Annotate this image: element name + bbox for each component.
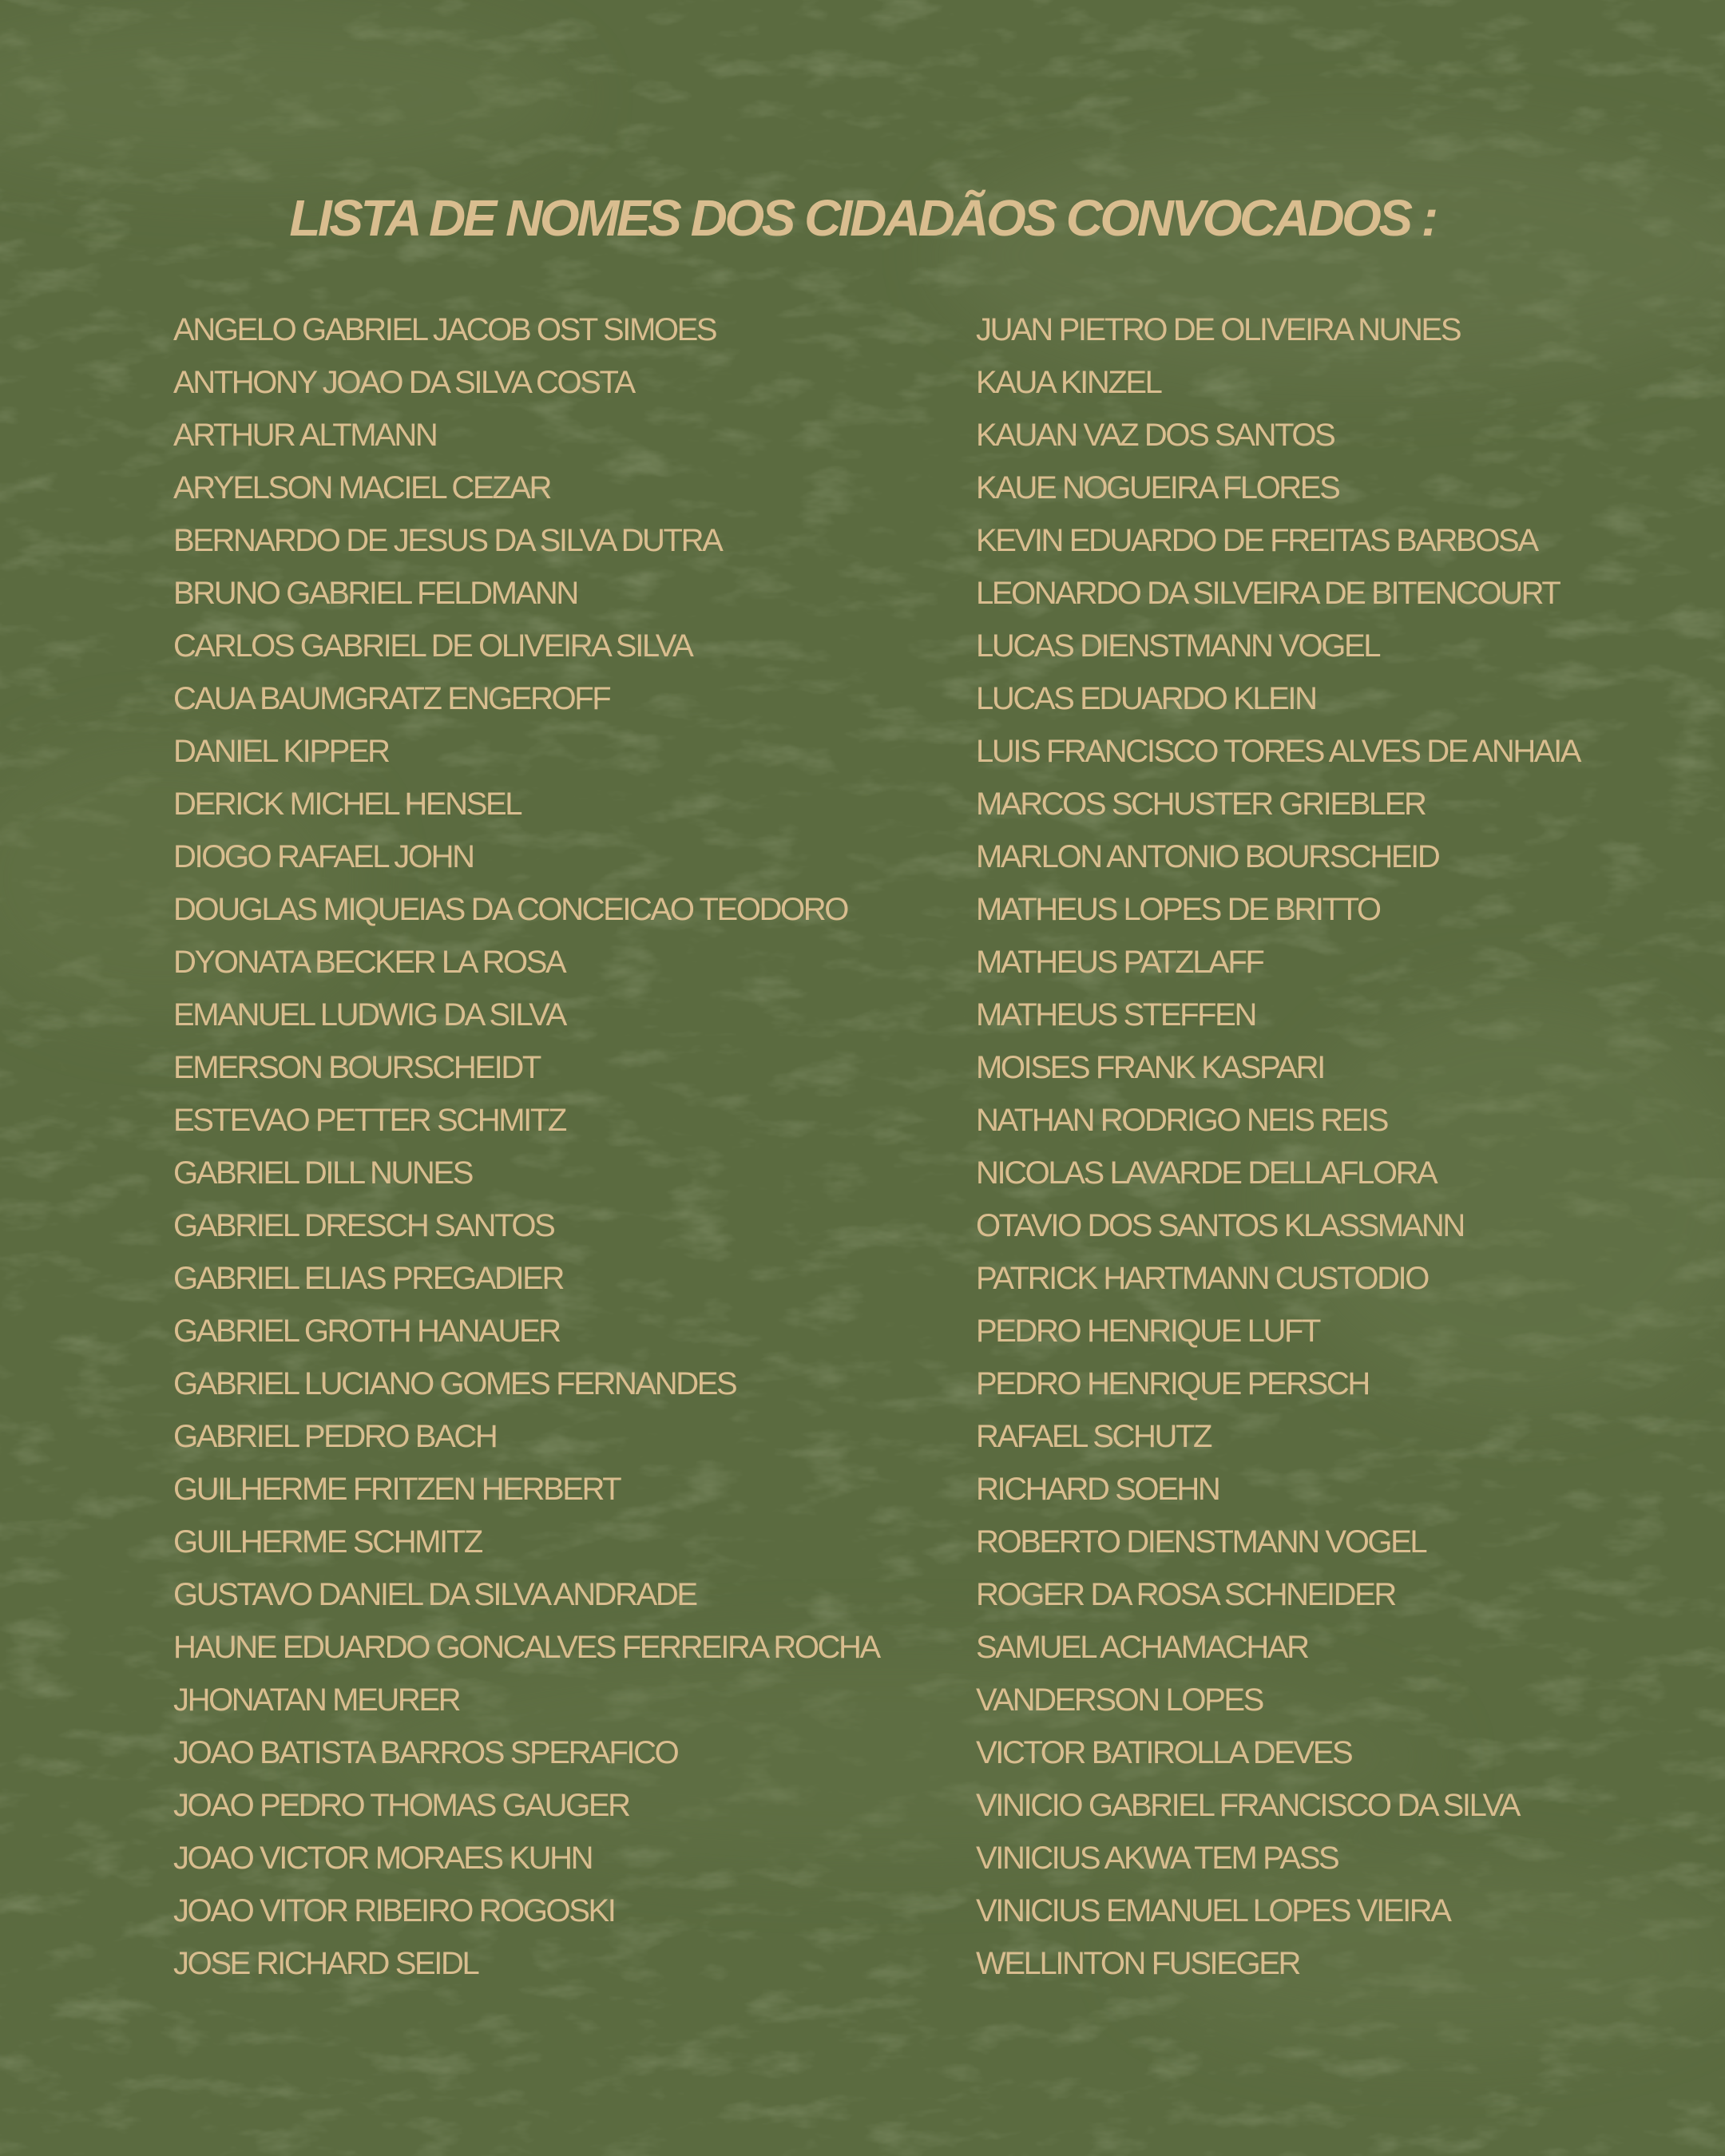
name-list-item: KAUAN VAZ DOS SANTOS [976,418,1334,453]
name-list-item: GUILHERME SCHMITZ [173,1524,482,1560]
name-list-item: VINICIUS EMANUEL LOPES VIEIRA [976,1893,1450,1928]
name-list-item: CARLOS GABRIEL DE OLIVEIRA SILVA [173,628,692,664]
name-list-item: BERNARDO DE JESUS DA SILVA DUTRA [173,523,722,558]
name-list-item: OTAVIO DOS SANTOS KLASSMANN [976,1208,1464,1243]
name-list-item: ANTHONY JOAO DA SILVA COSTA [173,365,634,400]
names-list-right [976,303,1695,1990]
name-list-item: CAUA BAUMGRATZ ENGEROFF [173,681,610,716]
name-list-item: LUIS FRANCISCO TORES ALVES DE ANHAIA [976,734,1580,769]
name-list-item: DYONATA BECKER LA ROSA [173,945,565,980]
name-list-item: DANIEL KIPPER [173,734,389,769]
name-list-item: GABRIEL DRESCH SANTOS [173,1208,554,1243]
name-list-item: VINICIO GABRIEL FRANCISCO DA SILVA [976,1788,1520,1823]
name-list-item: MOISES FRANK KASPARI [976,1050,1324,1085]
name-list-item: DOUGLAS MIQUEIAS DA CONCEICAO TEODORO [173,892,847,927]
name-list-item: MATHEUS LOPES DE BRITTO [976,892,1380,927]
name-list-item: JOSE RICHARD SEIDL [173,1946,478,1981]
name-list-item: PATRICK HARTMANN CUSTODIO [976,1261,1428,1296]
name-list-item: WELLINTON FUSIEGER [976,1946,1300,1981]
name-list-item: LEONARDO DA SILVEIRA DE BITENCOURT [976,576,1560,611]
name-list-item: JOAO VICTOR MORAES KUHN [173,1841,593,1876]
name-list-item: DERICK MICHEL HENSEL [173,787,521,822]
name-list-item: DIOGO RAFAEL JOHN [173,839,474,874]
name-list-item: MARCOS SCHUSTER GRIEBLER [976,787,1426,822]
name-list-item: RAFAEL SCHUTZ [976,1419,1211,1454]
name-list-item: VINICIUS AKWA TEM PASS [976,1841,1338,1876]
name-list-item: LUCAS DIENSTMANN VOGEL [976,628,1380,664]
name-list-item: JOAO VITOR RIBEIRO ROGOSKI [173,1893,615,1928]
name-list-item: ROGER DA ROSA SCHNEIDER [976,1577,1395,1612]
name-list-item: GABRIEL PEDRO BACH [173,1419,497,1454]
name-list-item: GABRIEL GROTH HANAUER [173,1314,560,1349]
name-list-item: PEDRO HENRIQUE LUFT [976,1314,1320,1349]
name-list-item: KEVIN EDUARDO DE FREITAS BARBOSA [976,523,1537,558]
name-list-item: VANDERSON LOPES [976,1682,1263,1718]
name-list-item: MARLON ANTONIO BOURSCHEID [976,839,1439,874]
name-list-item: NICOLAS LAVARDE DELLAFLORA [976,1155,1437,1191]
name-list-item: SAMUEL ACHAMACHAR [976,1630,1308,1665]
name-list-item: HAUNE EDUARDO GONCALVES FERREIRA ROCHA [173,1630,879,1665]
name-list-item: ARTHUR ALTMANN [173,418,437,453]
name-list-item: JOAO PEDRO THOMAS GAUGER [173,1788,629,1823]
name-list-item: PEDRO HENRIQUE PERSCH [976,1366,1369,1401]
name-list-item: EMANUEL LUDWIG DA SILVA [173,997,565,1032]
name-list-item: JUAN PIETRO DE OLIVEIRA NUNES [976,312,1461,347]
name-list-item: GABRIEL LUCIANO GOMES FERNANDES [173,1366,736,1401]
name-list-item: KAUE NOGUEIRA FLORES [976,470,1339,505]
name-list-item: MATHEUS STEFFEN [976,997,1255,1032]
name-list-item: LUCAS EDUARDO KLEIN [976,681,1316,716]
name-list-item: ANGELO GABRIEL JACOB OST SIMOES [173,312,716,347]
page-title: LISTA DE NOMES DOS CIDADÃOS CONVOCADOS : [289,189,1436,247]
name-list-item: MATHEUS PATZLAFF [976,945,1263,980]
name-list-item: GUSTAVO DANIEL DA SILVA ANDRADE [173,1577,696,1612]
name-list-item: GABRIEL ELIAS PREGADIER [173,1261,563,1296]
name-list-item: EMERSON BOURSCHEIDT [173,1050,540,1085]
name-list-item: VICTOR BATIROLLA DEVES [976,1735,1352,1770]
name-list-item: GABRIEL DILL NUNES [173,1155,472,1191]
name-list-item: GUILHERME FRITZEN HERBERT [173,1472,621,1507]
name-list-item: JHONATAN MEURER [173,1682,460,1718]
name-list-item: ROBERTO DIENSTMANN VOGEL [976,1524,1426,1560]
name-list-item: JOAO BATISTA BARROS SPERAFICO [173,1735,678,1770]
name-list-item: ESTEVAO PETTER SCHMITZ [173,1103,565,1138]
name-list-item: KAUA KINZEL [976,365,1161,400]
name-list-item: BRUNO GABRIEL FELDMANN [173,576,577,611]
name-list-item: NATHAN RODRIGO NEIS REIS [976,1103,1388,1138]
name-list-item: ARYELSON MACIEL CEZAR [173,470,550,505]
names-list-left [173,303,892,1990]
name-list-item: RICHARD SOEHN [976,1472,1219,1507]
